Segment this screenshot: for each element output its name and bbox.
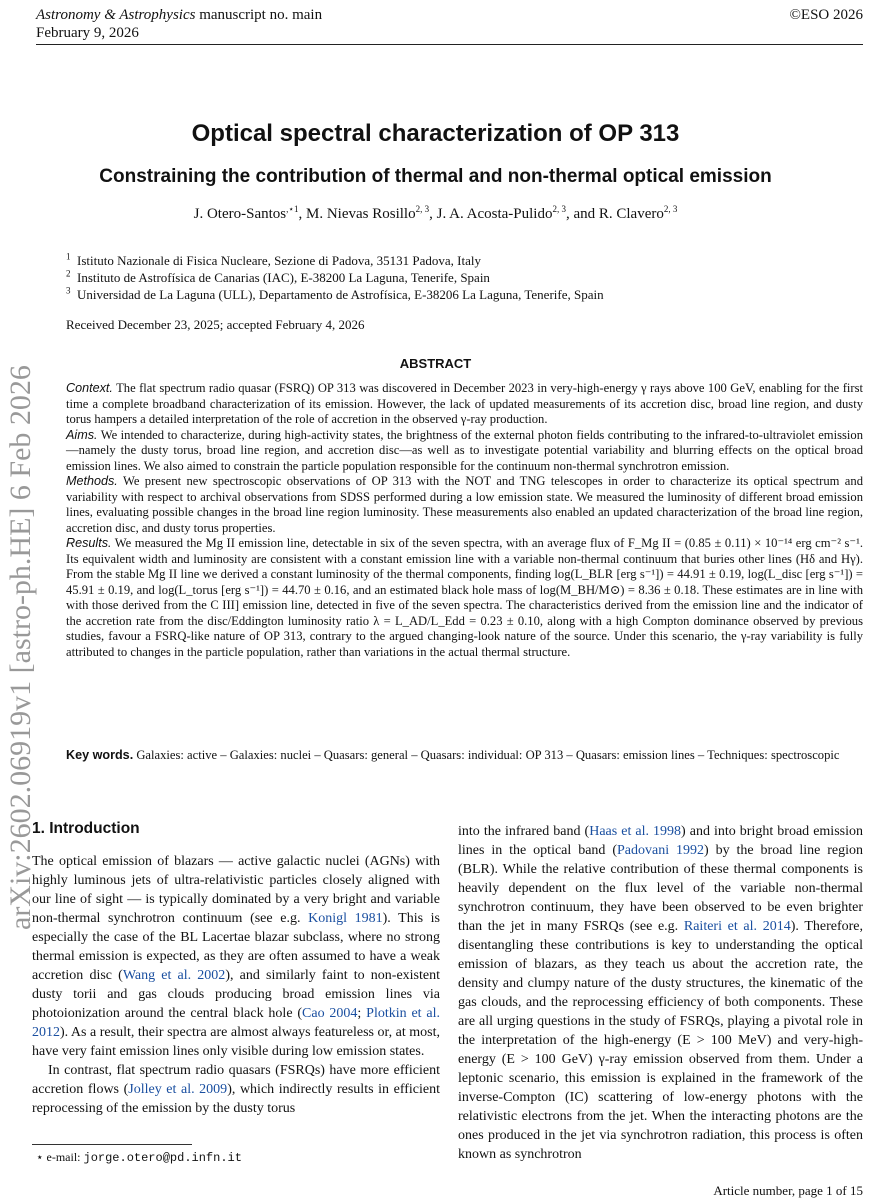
intro-paragraph-continued — [458, 822, 863, 1164]
keywords-text: Galaxies: active – Galaxies: nuclei – Quasars: general – Quasars: individual: OP 313 – Quasars: emission lines – Techniques: spectroscopic — [133, 748, 840, 762]
affiliation-text: Instituto de Astrofísica de Canarias (IAC), E-38200 La Laguna, Tenerife, Spain — [77, 270, 490, 285]
footnote-rule — [32, 1144, 192, 1145]
affiliation-num: 3 — [66, 285, 71, 296]
author-sep: , — [429, 206, 437, 222]
left-column — [32, 852, 440, 1118]
citation-link[interactable]: Raiteri et al. 2014 — [683, 919, 791, 934]
affiliation-num: 2 — [66, 268, 71, 279]
text-run: ). This is especially the case of the BL Lacertae blazar subclass, where no strong thermal emission is expected, as they are often assumed to have a weak accretion disc ( — [32, 911, 441, 983]
manuscript-label: manuscript no. main — [195, 7, 323, 23]
citation-link[interactable]: Padovani 1992 — [616, 843, 705, 858]
text-run: ), and similarly faint to non-existent dusty torii and gas clouds producing broad emission lines via photoionization around the central black hole ( — [32, 968, 440, 1021]
header-rule — [36, 44, 863, 45]
text-run: ). Therefore, disentangling these contributions is key to understanding the optical emission of blazars, as they teach us about the accretion rate, the density and clumpy nature of the dusty structures, the kinematic of the gas clouds, and the reprocessing efficiency of both components. These are all urging questions in the study of FSRQs, playing a pivotal role in the interpretation of the high-energy (E > 100 MeV) and very-high-energy (E > 100 GeV) γ-ray emission observed from them. Under a leptonic scenario, this emission is explained in the framework of the inverse-Compton (IC) scattering of low-energy photons with the relativistic electrons from the jet. When the interacting photons are the ones produced in the jet via synchrotron radiation, this process is often known as synchrotron — [458, 919, 864, 1162]
footnote — [36, 1150, 242, 1165]
page-footer: Article number, page 1 of 15 — [713, 1183, 863, 1198]
journal-name: Astronomy & Astrophysics — [36, 7, 196, 23]
abstract-context — [66, 381, 863, 428]
abstract-methods — [66, 474, 863, 536]
running-header — [36, 6, 322, 24]
author: J. Otero-Santos — [193, 206, 287, 222]
text-run: The optical emission of blazars — active galactic nuclei (AGNs) with highly luminous jets of ultra-relativistic particles closely aligned with our line of sight — is typically dominated by a very bright and variable non-thermal synchrotron continuum (see e.g. — [32, 854, 440, 926]
footnote-label: e-mail: — [43, 1150, 84, 1164]
affiliation-text: Universidad de La Laguna (ULL), Departamento de Astrofísica, E-38206 La Laguna, Tenerife, Spain — [77, 287, 604, 302]
citation-link[interactable]: Haas et al. 1998 — [589, 824, 682, 839]
citation-link[interactable]: Konigl 1981 — [308, 911, 383, 926]
citation-link[interactable]: Plotkin et al. 2012 — [32, 1006, 440, 1040]
citation-link[interactable]: Jolley et al. 2009 — [128, 1082, 228, 1097]
results-text: We measured the Mg II emission line, detectable in six of the seven spectra, with an average flux of F_Mg II = (0.85 ± 0.11) × 10⁻¹⁴ erg cm⁻² s⁻¹. Its equivalent width and luminosity are consistent with a constant emission line with a variable non-thermal continuum that buries other lines (Hδ and Hγ). From the stable Mg II line we derived a constant luminosity of the thermal components, finding log(L_BLR [erg s⁻¹]) = 44.91 ± 0.19, log(L_disc [erg s⁻¹]) = 45.91 ± 0.19, and log(L_torus [erg s⁻¹]) = 44.70 ± 0.16, and an estimated black hole mass of log(M_BH/M⊙) = 8.36 ± 0.18. These estimates are in line with with those derived from the C III] emission line, detected in five of the seven spectra. The characteristics derived from the emission line and the indicator of the accretion rate from the disc/Eddington luminosity ratio λ = L_AD/L_Edd = 0.23 ± 0.10, along with a high Compton dominance observed by previous studies, favour a FSRQ-like nature of OP 313, contrary to the argued changing-look nature of the source. Under this scenario, the γ-ray variability is fully attributed to changes in the particle population, rather than variations in the actual thermal structure. — [66, 536, 863, 659]
abstract-body — [66, 381, 863, 660]
results-label: Results. — [66, 536, 112, 550]
text-run: ) and into bright broad emission lines in the optical band ( — [458, 824, 863, 858]
intro-paragraph-2 — [32, 1061, 440, 1118]
affiliation — [66, 252, 604, 269]
author: R. Clavero — [598, 206, 664, 222]
affiliation-text: Istituto Nazionale di Fisica Nucleare, Sezione di Padova, 35131 Padova, Italy — [77, 253, 481, 268]
intro-paragraph-1 — [32, 852, 440, 1061]
paper-subtitle: Constraining the contribution of thermal and non-thermal optical emission — [99, 166, 772, 187]
abstract-aims — [66, 428, 863, 475]
abstract-results — [66, 536, 863, 660]
author-affil: 2, 3 — [415, 204, 430, 214]
email-link[interactable]: jorge.otero@pd.infn.it — [83, 1151, 242, 1165]
author-affil: 2, 3 — [552, 204, 566, 214]
methods-text: We present new spectroscopic observations of OP 313 with the NOT and TNG telescopes in order to characterize its optical spectrum and variability with respect to archival observations from SDSS performed during a low emission state. We measured the luminosity of different broad emission lines, evaluating possible changes in the broad line region luminosity. These measurements also enabled an updated characterization of the broad line region, accretion disc, and dusty torus properties. — [66, 474, 863, 535]
author-sep: , — [298, 206, 307, 222]
paper-title: Optical spectral characterization of OP 313 — [191, 120, 680, 147]
section-heading: 1. Introduction — [32, 820, 140, 837]
context-text: The flat spectrum radio quasar (FSRQ) OP 313 was discovered in December 2023 in very-high-energy γ rays above 100 GeV, enabling for the first time a complete broadband characterization of its emission. However, the lack of updated measurements of its accretion disc, broad line region, and dusty torus hampers a detailed interpretation of the role of accretion in the observed γ-ray production. — [66, 381, 863, 426]
text-run: ; — [357, 1006, 367, 1021]
citation-link[interactable]: Wang et al. 2002 — [122, 968, 226, 983]
author-list — [0, 206, 871, 223]
author-affil: 2, 3 — [663, 204, 678, 214]
copyright: ©ESO 2026 — [789, 7, 863, 23]
arxiv-stamp: arXiv:2602.06919v1 [astro-ph.HE] 6 Feb 2026 — [4, 365, 37, 930]
text-run: ). As a result, their spectra are almost always featureless or, at most, have very faint emission lines only visible during low emission states. — [32, 1025, 440, 1059]
affiliation-num: 1 — [66, 251, 71, 262]
text-run: In contrast, flat spectrum radio quasars (FSRQs) have more efficient accretion flows ( — [32, 1063, 440, 1097]
author-sep: , and — [565, 206, 599, 222]
keywords — [66, 748, 863, 764]
author: M. Nievas Rosillo — [306, 206, 416, 222]
header-date: February 9, 2026 — [36, 25, 139, 41]
author: J. A. Acosta-Pulido — [436, 206, 553, 222]
text-run: into the infrared band ( — [458, 824, 590, 839]
methods-label: Methods. — [66, 474, 118, 488]
citation-link[interactable]: Cao 2004 — [302, 1006, 358, 1021]
aims-label: Aims. — [66, 427, 98, 442]
abstract-heading: ABSTRACT — [399, 356, 472, 371]
aims-text: We intended to characterize, during high-activity states, the brightness of the external photon fields contributing to the infrared-to-ultraviolet emission—namely the dusty torus, broad line region, and accretion disc—as well as to investigate potential variability and blurring effects on the optical broad emission lines. We also aimed to constrain the particle population responsible for the continuum non-thermal synchrotron emission. — [66, 427, 863, 473]
received-dates: Received December 23, 2025; accepted February 4, 2026 — [66, 317, 365, 332]
affiliation-list — [66, 252, 604, 303]
context-label: Context. — [66, 381, 113, 395]
text-run: ) by the broad line region (BLR). While the relative contribution of these thermal components is heavily dependent on the flux level of the variable non-thermal synchrotron continuum, they have been observed to be even brighter than the jet in many FSRQs (see e.g. — [458, 843, 863, 934]
keywords-label: Key words. — [66, 748, 134, 762]
author-affil: ,⋆1 — [286, 204, 299, 214]
right-column — [458, 822, 863, 1164]
affiliation — [66, 269, 604, 286]
text-run: ), which indirectly results in efficient reprocessing of the emission by the dusty torus — [32, 1082, 440, 1116]
affiliation — [66, 286, 604, 303]
footnote-mark: ⋆ — [36, 1150, 44, 1164]
